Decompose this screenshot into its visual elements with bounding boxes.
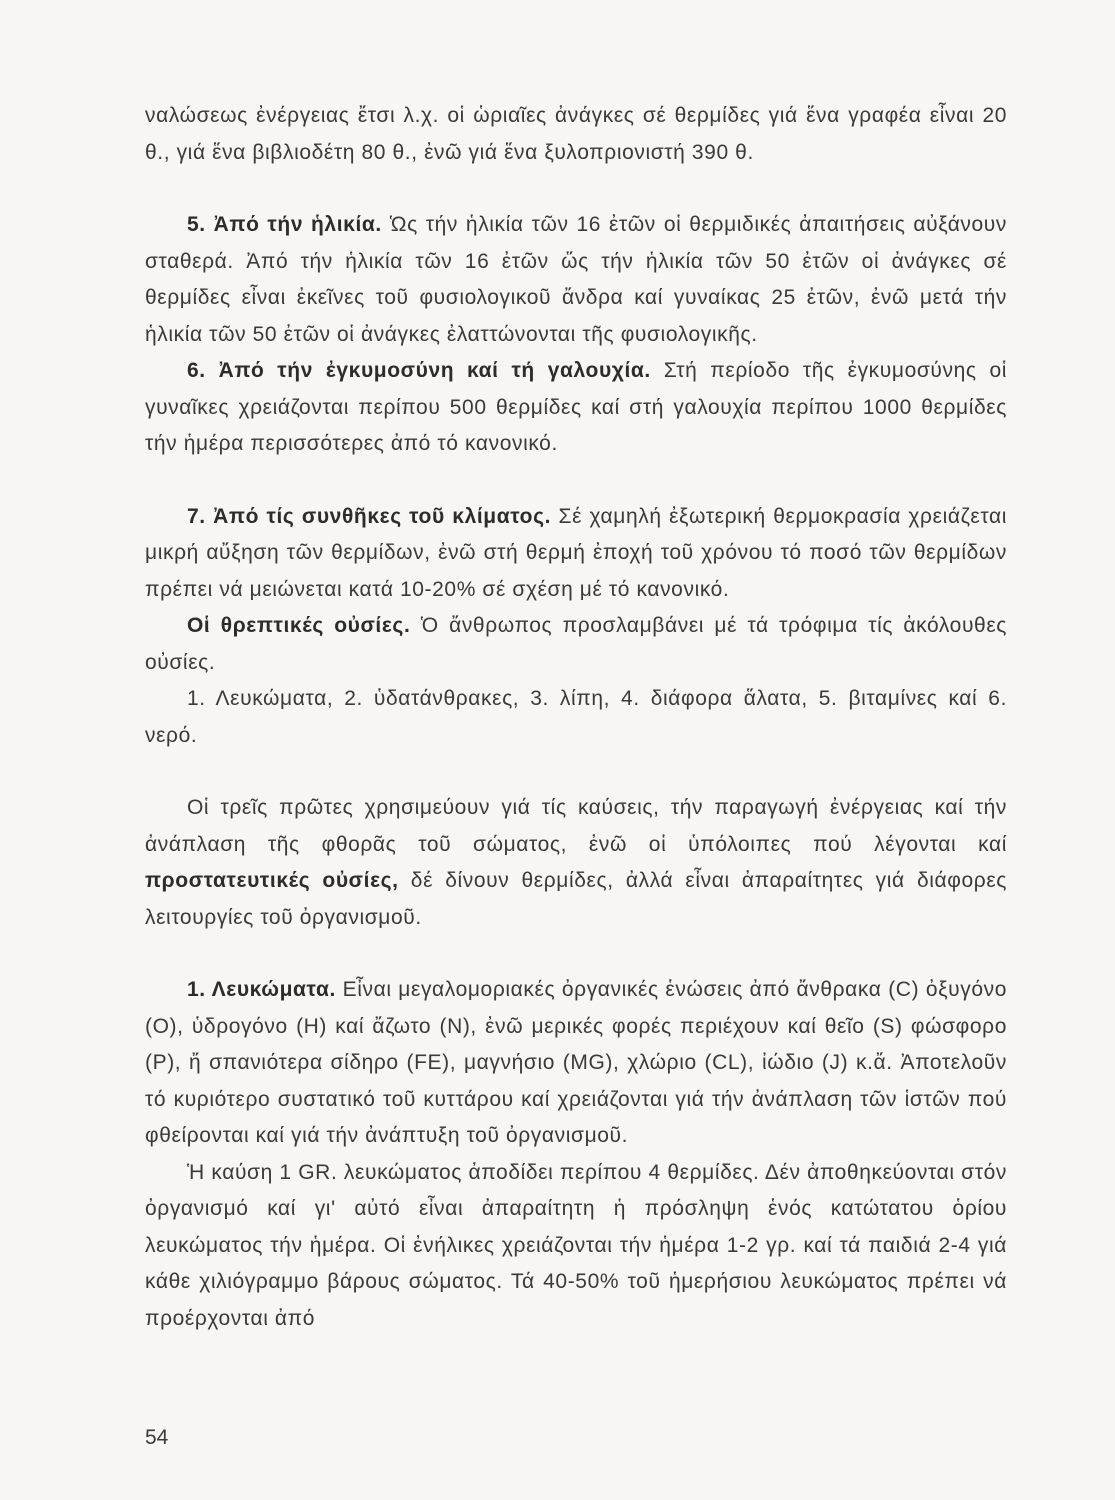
section-heading: 7. Ἀπό τίς συνθῆκες τοῦ κλίματος.	[187, 504, 552, 528]
section-heading: 5. Ἀπό τήν ἡλικία.	[187, 213, 382, 236]
paragraph-climate: 7. Ἀπό τίς συνθῆκες τοῦ κλίματος. Σέ χαμηλή ἐξωτερική θερμοκρασία χρειάζεται μικρή αὔξηση τῶν θερμίδων, ἐνῶ στή θερμή ἐποχή τοῦ χρόνου τό ποσό τῶν θερμίδων πρέπει νά μειώνεται κατά 10-20% σέ σχέση μέ τό κανονικό.	[145, 504, 1007, 601]
paragraph-age: 5. Ἀπό τήν ἡλικία. Ὡς τήν ἡλικία τῶν 16 ἐτῶν οἱ θερμιδικές ἀπαιτήσεις αὐξάνουν σταθερά. Ἀπό τήν ἡλικία τῶν 16 ἐτῶν ὥς τήν ἡλικία τῶν 50 ἐτῶν οἱ ἀνάγκες σέ θερμίδες εἶναι ἐκεῖνες τοῦ φυσιολογικοῦ ἄνδρα καί γυναίκας 25 ἐτῶν, ἐνῶ μετά τήν ἡλικία τῶν 50 ἐτῶν οἱ ἀνάγκες ἐλαττώνονται τῆς φυσιολογικῆς.	[145, 213, 1007, 346]
section-heading: 6. Ἀπό τήν ἐγκυμοσύνη καί τή γαλουχία.	[187, 359, 651, 382]
paragraph-pregnancy: 6. Ἀπό τήν ἐγκυμοσύνη καί τή γαλουχία. Στή περίοδο τῆς ἐγκυμοσύνης οἱ γυναῖκες χρειάζονται περίπου 500 θερμίδες καί στή γαλουχία περίπου 1000 θερμίδες τήν ἡμέρα περισσότερες ἀπό τό κανονικό.	[145, 359, 1007, 455]
paragraph-proteins: 1. Λευκώματα. Εἶναι μεγαλομοριακές ὀργανικές ἑνώσεις ἀπό ἄνθρακα (C) ὀξυγόνο (O), ὑδρογόνο (H) καί ἄζωτο (N), ἐνῶ μερικές φορές περιέχουν καί θεῖο (S) φώσφορο (P), ἤ σπανιότερα σίδηρο (FE), μαγνήσιο (MG), χλώριο (CL), ἰώδιο (J) κ.ἄ. Ἀποτελοῦν τό κυριότερο συστατικό τοῦ κυττάρου καί χρειάζονται γιά τήν ἀνάπλαση τῶν ἱστῶν πού φθείρονται καί γιά τήν ἀνάπτυξη τοῦ ὀργανισμοῦ.	[145, 978, 1007, 1147]
paragraph-protective: Οἱ τρεῖς πρῶτες χρησιμεύουν γιά τίς καύσεις, τήν παραγωγή ἐνέργειας καί τήν ἀνάπλαση τῆς φθορᾶς τοῦ σώματος, ἐνῶ οἱ ὑπόλοιπες πού λέγονται καί προστατευτικές οὐσίες, δέ δίνουν θερμίδες, ἀλλά εἶναι ἀπαραίτητες γιά διάφορες λειτουργίες τοῦ ὀργανισμοῦ.	[145, 796, 1007, 929]
paragraph-protein-combustion: Ἡ καύση 1 GR. λευκώματος ἀποδίδει περίπου 4 θερμίδες. Δέν ἀποθηκεύονται στόν ὀργανισμό καί γι' αὐτό εἶναι ἀπαραίτητη ἡ πρόσληψη ἑνός κατώτατου ὁρίου λευκώματος τήν ἡμέρα. Οἱ ἐνήλικες χρειάζονται τήν ἡμέρα 1-2 γρ. καί τά παιδιά 2-4 γιά κάθε χιλιόγραμμο βάρους σώματος. Τά 40-50% τοῦ ἡμερήσιου λευκώματος πρέπει νά προέρχονται ἀπό	[145, 1160, 1007, 1330]
page-number: 54	[145, 1426, 169, 1449]
section-heading: Οἱ θρεπτικές οὐσίες.	[187, 614, 411, 637]
paragraph-continuation: ναλώσεως ἐνέργειας ἔτσι λ.χ. οἱ ὡριαῖες ἀνάγκες σέ θερμίδες γιά ἕνα γραφέα εἶναι 20 θ., γιά ἕνα βιβλιοδέτη 80 θ., ἐνῶ γιά ἕνα ξυλοπριονιστή 390 θ.	[145, 104, 1007, 164]
paragraph-nutrients: Οἱ θρεπτικές οὐσίες. Ὁ ἄνθρωπος προσλαμβάνει μέ τά τρόφιμα τίς ἀκόλουθες οὐσίες.	[145, 614, 1007, 674]
body-text	[145, 98, 1007, 1337]
paragraph-nutrient-list: 1. Λευκώματα, 2. ὑδατάνθρακες, 3. λίπη, 4. διάφορα ἅλατα, 5. βιταμίνες καί 6. νερό.	[145, 687, 1007, 747]
section-heading: 1. Λευκώματα.	[187, 978, 336, 1001]
bold-term: προστατευτικές οὐσίες,	[145, 869, 399, 892]
